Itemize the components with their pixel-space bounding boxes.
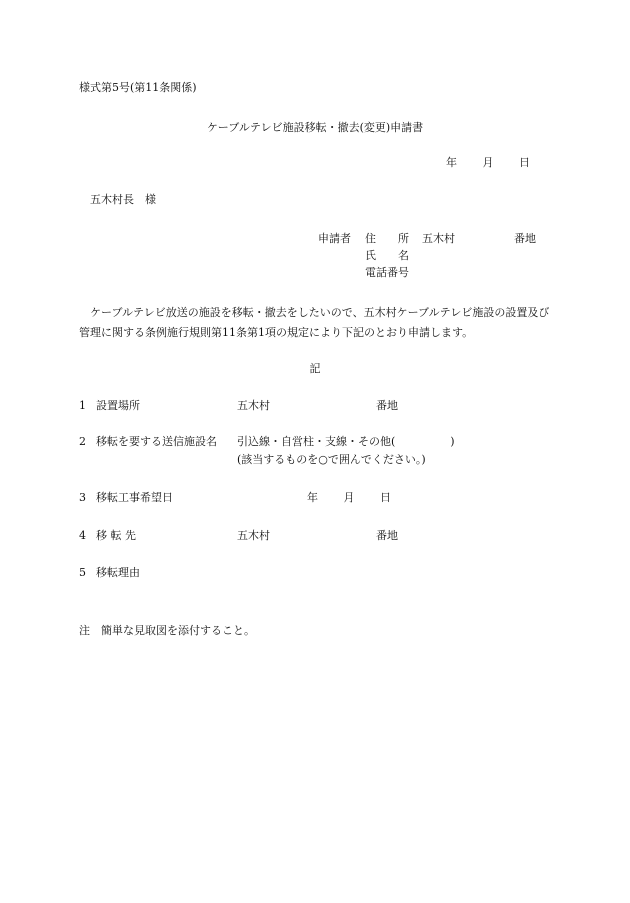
item-label: 移転工事希望日 xyxy=(96,491,173,504)
item-number: 3 xyxy=(79,491,86,504)
item-label: 移転を要する送信施設名 xyxy=(96,435,217,448)
work-date-year: 年 xyxy=(307,491,318,504)
phone-label: 電話番号 xyxy=(365,266,409,279)
item-number: 5 xyxy=(79,566,86,579)
destination-value: 五木村 xyxy=(237,529,270,542)
item-label: 移転理由 xyxy=(96,566,140,579)
form-number: 様式第5号(第11条関係) xyxy=(79,81,197,94)
address-label: 住 所 xyxy=(365,232,409,245)
location-suffix: 番地 xyxy=(376,399,398,412)
work-date-day: 日 xyxy=(380,491,391,504)
facility-options: 引込線・自営柱・支線・その他( ) xyxy=(237,435,455,448)
item-label: 設置場所 xyxy=(96,399,140,412)
body-paragraph: ケーブルテレビ放送の施設を移転・撤去をしたいので、五木村ケーブルテレビ施設の設置及び管理に関する条例施行規則第11条第1項の規定により下記のとおり申請します。 xyxy=(79,306,550,339)
document-title: ケーブルテレビ施設移転・撤去(変更)申請書 xyxy=(206,121,424,134)
name-label: 氏 名 xyxy=(365,249,409,262)
footnote: 注 簡単な見取図を添付すること。 xyxy=(79,624,255,637)
applicant-role: 申請者 xyxy=(318,232,351,245)
address-suffix: 番地 xyxy=(514,232,536,245)
location-value: 五木村 xyxy=(237,399,270,412)
item-number: 2 xyxy=(79,435,86,448)
item-label: 移 転 先 xyxy=(96,529,136,542)
work-date xyxy=(307,491,391,505)
application-date xyxy=(446,156,530,170)
date-month: 月 xyxy=(482,156,494,169)
destination-suffix: 番地 xyxy=(376,529,398,542)
ki-heading: 記 xyxy=(309,362,321,375)
date-year: 年 xyxy=(446,156,457,169)
work-date-month: 月 xyxy=(343,491,355,504)
addressee: 五木村長 様 xyxy=(90,193,156,206)
facility-note: (該当するものを○で囲んでください。) xyxy=(237,453,426,466)
item-number: 1 xyxy=(79,399,86,412)
address-value: 五木村 xyxy=(422,232,455,245)
item-number: 4 xyxy=(79,529,86,542)
date-day: 日 xyxy=(519,156,530,169)
